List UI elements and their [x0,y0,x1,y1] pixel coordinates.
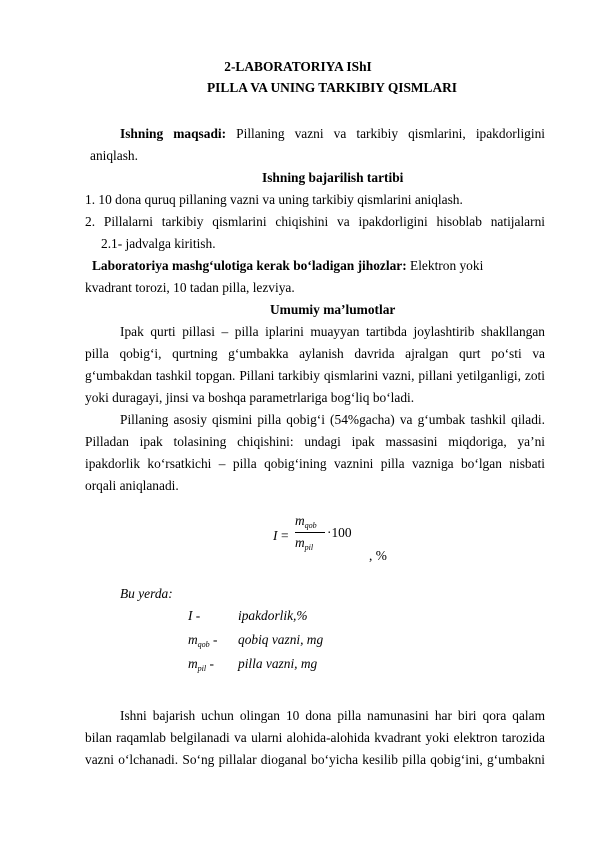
def-symbol-mpil [188,656,214,674]
p2-line-3: ipakdorlik ko‘rsatkichi – pilla qobig‘ining vaznini pilla vazniga bo‘lgan nisbati [85,456,545,471]
denominator-sub: pil [304,543,314,552]
p3-line-2: bilan raqamlab belgilanadi va ularni alohida-alohida kvadrant yoki elektron tarozida [85,730,545,745]
formula-equals: = [281,528,289,543]
def-symbol-mqob [188,632,217,650]
step-2-line-2: 2.1- jadvalga kiritish. [101,236,216,251]
where-label: Bu yerda: [120,586,173,601]
denominator-var: m [295,535,305,550]
lab-title: 2-LABORATORIYA IShI [224,59,372,74]
goal-text-2: aniqlash. [90,148,138,163]
p2-line-1: Pillaning asosiy qismini pilla qobig‘i (54%gacha) va g‘umbak tashkil qiladi. [120,412,545,427]
def-mpil-dash: - [206,656,214,671]
formula-numerator [295,513,317,531]
equipment-line-1 [92,258,483,274]
def-mpil-sub: pil [197,664,207,673]
formula-lhs: I [273,528,278,543]
def-mpil-var: m [188,656,198,671]
p3-line-3: vazni o‘lchanadi. So‘ng pillalar dioganal bo‘yicha kesilib pilla qobig‘ini, g‘umbakni [85,752,545,767]
formula-unit: , % [369,548,387,563]
numerator-sub: qob [304,521,317,530]
goal-text-1: Pillaning vazni va tarkibiy qismlarini, ipakdorligini [226,126,546,141]
def-mqob-dash: - [209,632,218,647]
equipment-label: Laboratoriya mashg‘ulotiga kerak bo‘ladigan jihozlar: [92,258,407,273]
p2-line-2: Pilladan ipak tolasining chiqishini: undagi ipak massasini miqdoriga, ya’ni [85,434,545,449]
goal-line-1 [120,126,545,142]
def-desc-i: ipakdorlik,% [238,608,308,623]
p1-line-3: g‘umbakdan tashkil topgan. Pillani tarkibiy qismlarini vazni, pillani yetilganligi, zoti [85,368,545,383]
formula [273,508,433,568]
numerator-var: m [295,513,305,528]
fraction-bar [295,532,325,533]
p1-line-1: Ipak qurti pillasi – pilla iplarini muayyan tartibda joylashtirib shakllangan [120,324,545,339]
def-desc-mpil: pilla vazni, mg [238,656,318,671]
equipment-text-1: Elektron yoki [406,258,484,273]
step-1: 1. 10 dona quruq pillaning vazni va uning tarkibiy qismlarini aniqlash. [85,192,463,207]
formula-multiplier: ·100 [327,525,352,540]
p1-line-4: yoki duragayi, jinsi va boshqa parametrlariga bog‘liq bo‘ladi. [85,390,415,405]
def-mqob-var: m [188,632,198,647]
p1-line-2: pilla qobig‘i, qurtning g‘umbakka aylanish davrida ajralgan qurt po‘sti va [85,346,545,361]
def-symbol-i: I - [188,608,201,623]
goal-label: Ishning maqsadi: [120,126,227,141]
formula-denominator [295,535,313,553]
equipment-text-2: kvadrant torozi, 10 tadan pilla, lezviya. [85,280,295,295]
general-heading: Umumiy ma’lumotlar [270,302,396,317]
order-heading: Ishning bajarilish tartibi [262,170,404,185]
p3-line-1: Ishni bajarish uchun olingan 10 dona pilla namunasini har biri qora qalam [120,708,545,723]
lab-subtitle: PILLA VA UNING TARKIBIY QISMLARI [207,80,458,95]
p2-line-4: orqali aniqlanadi. [85,478,179,493]
step-2-line-1: 2. Pillalarni tarkibiy qismlarini chiqishini va ipakdorligini hisoblab natijalarni [85,214,545,229]
def-mqob-sub: qob [197,640,210,649]
def-desc-mqob: qobiq vazni, mg [238,632,324,647]
